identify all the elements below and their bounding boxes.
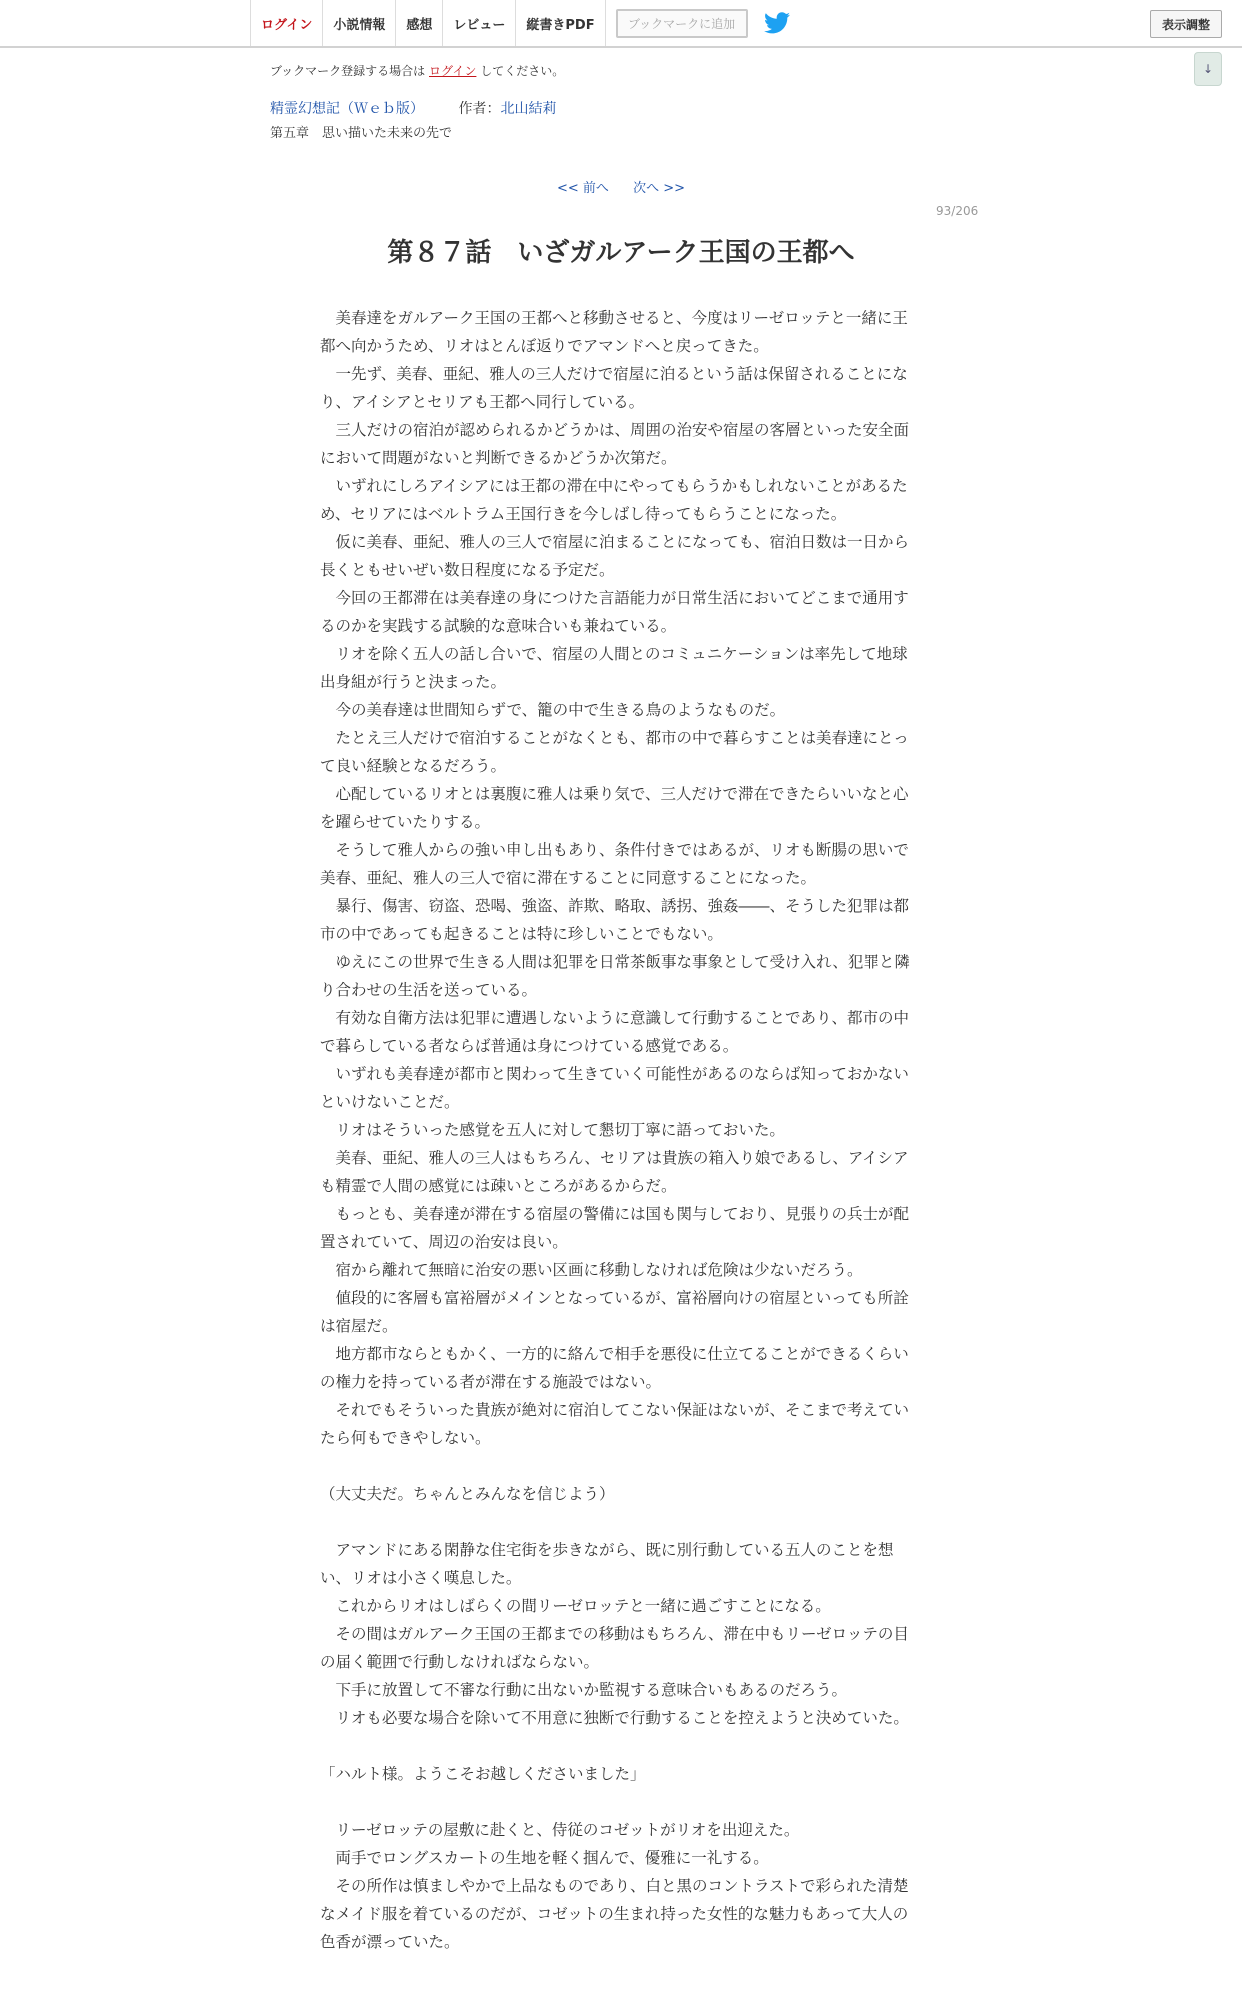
blank-line	[320, 1452, 920, 1480]
body-paragraph: リーゼロッテの屋敷に赴くと、侍従のコゼットがリオを出迎えた。	[320, 1821, 800, 1839]
body-paragraph: 一先ず、美春、亜紀、雅人の三人だけで宿屋に泊るという話は保留されることになり、アイシアとセリアも王都へ同行している。	[320, 365, 908, 411]
body-paragraph: リオを除く五人の話し合いで、宿屋の人間とのコミュニケーションは率先して地球出身組が行うと決まった。	[320, 645, 908, 691]
body-paragraph: いずれにしろアイシアには王都の滞在中にやってもらうかもしれないことがあるため、セリアにはベルトラム王国行きを今しばし待ってもらうことになった。	[320, 477, 908, 523]
body-paragraph: いずれも美春達が都市と関わって生きていく可能性があるのならば知っておかないといけないことだ。	[320, 1065, 909, 1111]
pager	[0, 177, 1242, 196]
body-paragraph: 地方都市ならともかく、一方的に絡んで相手を悪役に仕立てることができるくらいの権力を持っている者が滞在する施設ではない。	[320, 1345, 909, 1391]
blank-line	[320, 1788, 920, 1816]
nav-vertical-pdf-link[interactable]: 縦書きPDF	[516, 0, 605, 46]
novel-title-link[interactable]: 精霊幻想記（Ｗｅｂ版）	[270, 101, 424, 117]
body-paragraph: 仮に美春、亜紀、雅人の三人で宿屋に泊まることになっても、宿泊日数は一日から長くともせいぜい数日程度になる予定だ。	[320, 533, 910, 579]
body-paragraph: 両手でロングスカートの生地を軽く掴んで、優雅に一礼する。	[320, 1849, 769, 1867]
blank-line	[320, 1508, 920, 1536]
arrow-down-icon: ↓	[1202, 62, 1214, 76]
body-paragraph: それでもそういった貴族が絶対に宿泊してこない保証はないが、そこまで考えていたら何もできやしない。	[320, 1401, 910, 1447]
login-note-link[interactable]: ログイン	[429, 64, 477, 78]
nav-review-link[interactable]: レビュー	[443, 0, 516, 46]
novel-info-line	[270, 98, 556, 118]
body-paragraph: 今回の王都滞在は美春達の身につけた言語能力が日常生活においてどこまで通用するのかを実践する試験的な意味合いも兼ねている。	[320, 589, 909, 635]
body-paragraph: 値段的に客層も富裕層がメインとなっているが、富裕層向けの宿屋といっても所詮は宿屋だ。	[320, 1289, 909, 1335]
body-paragraph: 下手に放置して不審な行動に出ないか監視する意味合いもあるのだろう。	[320, 1681, 848, 1699]
login-note	[270, 62, 564, 79]
nav-login-link[interactable]: ログイン	[251, 0, 323, 46]
body-paragraph: 美春達をガルアーク王国の王都へと移動させると、今度はリーゼロッテと一緒に王都へ向かうため、リオはとんぼ返りでアマンドへと戻ってきた。	[320, 309, 908, 355]
body-paragraph: リオも必要な場合を除いて不用意に独断で行動することを控えようと決めていた。	[320, 1709, 909, 1727]
episode-title: 第８７話 いざガルアーク王国の王都へ	[387, 238, 855, 268]
body-paragraph: ゆえにこの世界で生きる人間は犯罪を日常茶飯事な事象として受け入れ、犯罪と隣り合わせの生活を送っている。	[320, 953, 910, 999]
body-paragraph: 宿から離れて無暗に治安の悪い区画に移動しなければ危険は少ないだろう。	[320, 1261, 863, 1279]
nav-menu	[250, 0, 790, 46]
body-paragraph: 心配しているリオとは裏腹に雅人は乗り気で、三人だけで滞在できたらいいなと心を躍らせていたりする。	[320, 785, 909, 831]
novel-body	[320, 304, 920, 1956]
scroll-down-button[interactable]	[1194, 52, 1222, 86]
body-paragraph: そうして雅人からの強い申し出もあり、条件付きではあるが、リオも断腸の思いで美春、亜紀、雅人の三人で宿に滞在することに同意することになった。	[320, 841, 909, 887]
nav-novel-info-link[interactable]: 小説情報	[323, 0, 396, 46]
body-paragraph: リオはそういった感覚を五人に対して懇切丁寧に語っておいた。	[320, 1121, 785, 1139]
author-link[interactable]: 北山結莉	[500, 101, 557, 117]
body-paragraph: アマンドにある閑静な住宅街を歩きながら、既に別行動している五人のことを想い、リオは小さく嘆息した。	[320, 1541, 894, 1587]
blank-line	[320, 1732, 920, 1760]
add-bookmark-button[interactable]: ブックマークに追加	[616, 9, 748, 38]
twitter-icon[interactable]	[764, 12, 790, 34]
body-paragraph: 美春、亜紀、雅人の三人はもちろん、セリアは貴族の箱入り娘であるし、アイシアも精霊で人間の感覚には疎いところがあるからだ。	[320, 1149, 909, 1195]
chapter-title: 第五章 思い描いた未来の先で	[270, 126, 453, 141]
body-paragraph: 今の美春達は世間知らずで、籠の中で生きる鳥のようなものだ。	[320, 701, 786, 719]
top-bar	[0, 0, 1242, 48]
body-paragraph: 「ハルト様。ようこそお越しくださいました」	[320, 1765, 646, 1783]
body-paragraph: これからリオはしばらくの間リーゼロッテと一緒に過ごすことになる。	[320, 1597, 831, 1615]
nav-impressions-link[interactable]: 感想	[396, 0, 443, 46]
body-paragraph: （大丈夫だ。ちゃんとみんなを信じよう）	[320, 1485, 615, 1503]
body-paragraph: その所作は慎ましやかで上品なものであり、白と黒のコントラストで彩られた清楚なメイド服を着ているのだが、コゼットの生まれ持った女性的な魅力もあって大人の色香が漂っていた。	[320, 1877, 909, 1951]
body-paragraph: その間はガルアーク王国の王都までの移動はもちろん、滞在中もリーゼロッテの目の届く範囲で行動しなければならない。	[320, 1625, 909, 1671]
login-note-prefix: ブックマーク登録する場合は	[270, 64, 426, 78]
body-paragraph: 暴行、傷害、窃盗、恐喝、強盗、詐欺、略取、誘拐、強姦――、そうした犯罪は都市の中であっても起きることは特に珍しいことでもない。	[320, 897, 910, 943]
display-settings-button[interactable]: 表示調整	[1150, 10, 1222, 38]
prev-page-link[interactable]: << 前へ	[557, 181, 609, 196]
body-paragraph: 三人だけの宿泊が認められるかどうかは、周囲の治安や宿屋の客層といった安全面において問題がないと判断できるかどうか次第だ。	[320, 421, 910, 467]
author-label: 作者：	[458, 101, 501, 117]
body-paragraph: 有効な自衛方法は犯罪に遭遇しないように意識して行動することであり、都市の中で暮らしている者ならば普通は身につけている感覚である。	[320, 1009, 910, 1055]
page-count: 93/206	[936, 204, 979, 218]
body-paragraph: もっとも、美春達が滞在する宿屋の警備には国も関与しており、見張りの兵士が配置されていて、周辺の治安は良い。	[320, 1205, 910, 1251]
login-note-suffix: してください。	[480, 64, 565, 78]
next-page-link[interactable]: 次へ >>	[633, 181, 685, 196]
body-paragraph: たとえ三人だけで宿泊することがなくとも、都市の中で暮らすことは美春達にとって良い経験となるだろう。	[320, 729, 909, 775]
